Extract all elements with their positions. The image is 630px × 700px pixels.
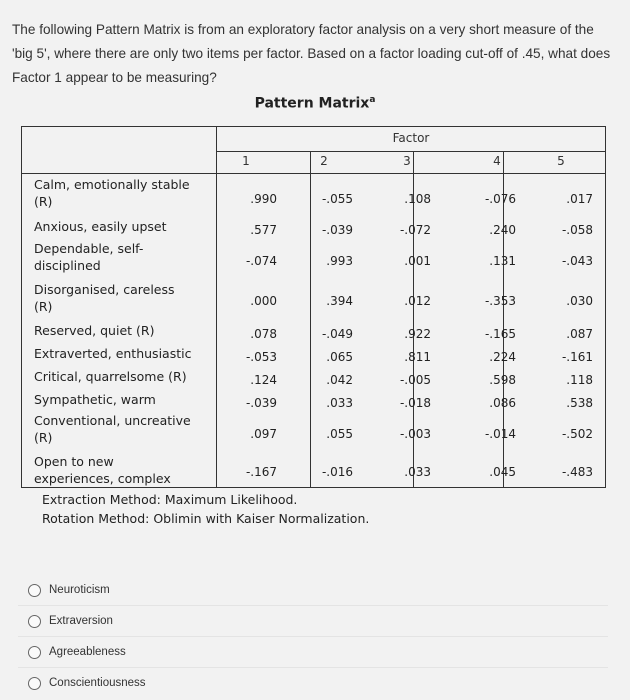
cell-r7-c1: .124 [250,373,277,387]
row-label-1: Calm, emotionally stable (R) [34,177,190,209]
cell-r4-c3: .012 [404,294,431,308]
cell-r7-c5: .118 [566,373,593,387]
cell-r8-c3: -.018 [399,396,431,410]
cell-r9-c5: -.502 [561,427,593,441]
footnote-extraction: Extraction Method: Maximum Likelihood. [42,492,298,507]
cell-r10-c2: -.016 [321,465,353,479]
cell-r6-c3: .811 [404,350,431,364]
cell-r8-c4: .086 [489,396,516,410]
row-label-10: Open to new experiences, complex [34,454,171,486]
answer-options [18,575,608,698]
option-extraversion[interactable] [18,605,608,636]
cell-r4-c2: .394 [326,294,353,308]
row-label-4: Disorganised, careless (R) [34,282,175,314]
radio-icon[interactable] [28,677,41,690]
cell-r8-c1: -.039 [245,396,277,410]
cell-r9-c1: .097 [250,427,277,441]
row-label-8: Sympathetic, warm [34,392,156,407]
cell-r10-c4: .045 [489,465,516,479]
cell-r1-c2: -.055 [321,192,353,206]
cell-r7-c3: -.005 [399,373,431,387]
table-title [0,95,630,112]
row-label-5: Reserved, quiet (R) [34,323,155,338]
cell-r9-c3: -.003 [399,427,431,441]
option-label: Neuroticism [49,584,110,596]
row-label-9: Conventional, uncreative (R) [34,413,191,445]
table-title-superscript: a [369,95,376,105]
footnote-rotation: Rotation Method: Oblimin with Kaiser Normalization. [42,511,370,526]
cell-r6-c4: .224 [489,350,516,364]
cell-r2-c5: -.058 [561,223,593,237]
cell-r1-c4: -.076 [484,192,516,206]
cell-r5-c1: .078 [250,327,277,341]
question-text: The following Pattern Matrix is from an exploratory factor analysis on a very short measure of the 'big 5', where there are only two items per factor. Based on a factor loading cut-off of .45, what does Factor 1 appear to be measuring? [12,22,611,85]
cell-r1-c1: .990 [250,192,277,206]
cell-r3-c5: -.043 [561,254,593,268]
cell-r2-c4: .240 [489,223,516,237]
divider-col0 [216,126,217,488]
cell-r3-c3: .001 [404,254,431,268]
cell-r5-c4: -.165 [484,327,516,341]
row-label-6: Extraverted, enthusiastic [34,346,192,361]
option-agreeableness[interactable] [18,636,608,667]
cell-r5-c2: -.049 [321,327,353,341]
cell-r9-c4: -.014 [484,427,516,441]
cell-r10-c1: -.167 [245,465,277,479]
radio-icon[interactable] [28,646,41,659]
cell-r3-c4: .131 [489,254,516,268]
cell-r7-c4: .598 [489,373,516,387]
cell-r5-c5: .087 [566,327,593,341]
cell-r6-c1: -.053 [245,350,277,364]
cell-r7-c2: .042 [326,373,353,387]
col-header-5: 5 [557,154,565,168]
option-neuroticism[interactable] [18,575,608,605]
col-header-1: 1 [242,154,250,168]
cell-r2-c1: .577 [250,223,277,237]
divider-header-row [21,173,606,174]
cell-r1-c3: .108 [404,192,431,206]
col-header-4: 4 [493,154,501,168]
option-label: Extraversion [49,615,113,627]
cell-r4-c1: .000 [250,294,277,308]
cell-r3-c2: .993 [326,254,353,268]
row-label-3: Dependable, self-disciplined [34,241,144,273]
cell-r3-c1: -.074 [245,254,277,268]
cell-r6-c2: .065 [326,350,353,364]
option-label: Agreeableness [49,646,126,658]
cell-r1-c5: .017 [566,192,593,206]
radio-icon[interactable] [28,615,41,628]
cell-r2-c2: -.039 [321,223,353,237]
divider-factor-row [216,151,606,152]
cell-r5-c3: .922 [404,327,431,341]
col-header-2: 2 [320,154,328,168]
cell-r4-c4: -.353 [484,294,516,308]
cell-r2-c3: -.072 [399,223,431,237]
cell-r9-c2: .055 [326,427,353,441]
cell-r4-c5: .030 [566,294,593,308]
option-label: Conscientiousness [49,677,146,689]
row-label-2: Anxious, easily upset [34,219,167,234]
cell-r10-c5: -.483 [561,465,593,479]
col-header-3: 3 [403,154,411,168]
cell-r8-c2: .033 [326,396,353,410]
table-title-text: Pattern Matrix [254,95,370,112]
radio-icon[interactable] [28,584,41,597]
row-label-7: Critical, quarrelsome (R) [34,369,187,384]
cell-r10-c3: .033 [404,465,431,479]
option-conscientiousness[interactable] [18,667,608,698]
pattern-matrix-table [21,126,606,488]
cell-r8-c5: .538 [566,396,593,410]
factor-header: Factor [392,131,430,145]
cell-r6-c5: -.161 [561,350,593,364]
